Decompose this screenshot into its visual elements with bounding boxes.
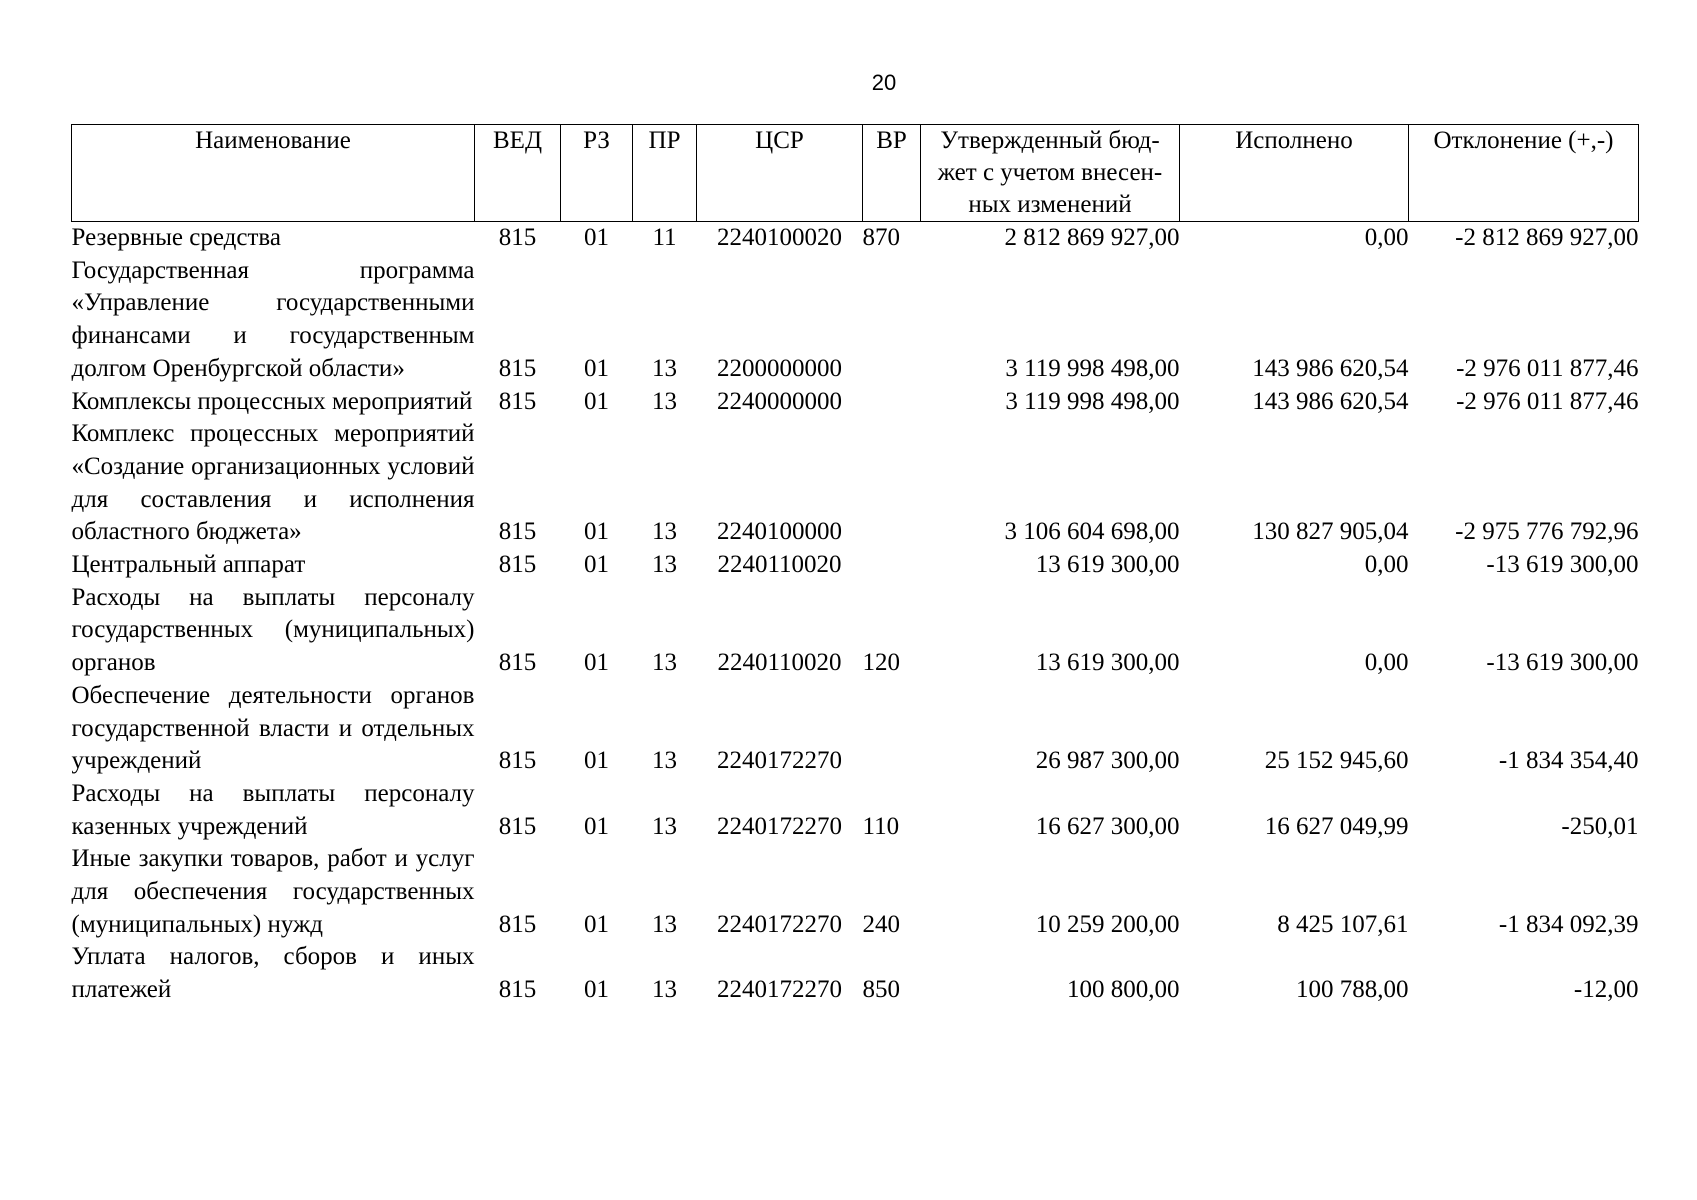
cell-pr: 13 bbox=[652, 812, 677, 840]
cell-deviation: -1 834 354,40 bbox=[1498, 747, 1639, 775]
cell-approved: 10 259 200,00 bbox=[1035, 910, 1180, 938]
cell-rz: 01 bbox=[584, 976, 609, 1004]
cell-vr: 110 bbox=[862, 812, 900, 840]
cell-name: Комплексы процессных мероприятий bbox=[71, 387, 473, 415]
cell-approved: 13 619 300,00 bbox=[1035, 649, 1180, 677]
cell-executed: 100 788,00 bbox=[1296, 976, 1409, 1004]
cell-csr: 2240000000 bbox=[717, 387, 842, 415]
cell-name: Расходы на выплаты персоналу государственных (муниципальных) органов bbox=[71, 583, 475, 677]
cell-rz: 01 bbox=[584, 354, 609, 382]
cell-deviation: -1 834 092,39 bbox=[1498, 910, 1639, 938]
cell-name: Государственная программа «Управление государственными финансами и государственным долгом Оренбургской области» bbox=[71, 256, 475, 382]
cell-name: Комплекс процессных мероприятий «Создание организационных условий для составления и исполнения областного бюджета» bbox=[71, 420, 475, 546]
header-row bbox=[72, 125, 1639, 222]
cell-executed: 8 425 107,61 bbox=[1277, 910, 1409, 938]
cell-vr: 850 bbox=[862, 976, 900, 1004]
cell-rz: 01 bbox=[584, 910, 609, 938]
cell-name: Расходы на выплаты персоналу казенных учреждений bbox=[71, 779, 475, 840]
cell-csr: 2240110020 bbox=[717, 649, 842, 677]
cell-approved: 100 800,00 bbox=[1067, 976, 1180, 1004]
cell-pr: 13 bbox=[652, 747, 677, 775]
header-rz: РЗ bbox=[561, 125, 633, 222]
cell-ved: 815 bbox=[498, 518, 537, 546]
cell-rz: 01 bbox=[584, 551, 609, 579]
cell-ved: 815 bbox=[498, 747, 537, 775]
cell-rz: 01 bbox=[584, 387, 609, 415]
header-pr: ПР bbox=[633, 125, 697, 222]
table-row bbox=[72, 941, 1639, 1006]
table-row bbox=[72, 255, 1639, 386]
table-row bbox=[72, 843, 1639, 941]
cell-pr: 13 bbox=[652, 976, 677, 1004]
cell-csr: 2240172270 bbox=[717, 976, 842, 1004]
cell-name: Центральный аппарат bbox=[71, 551, 306, 579]
cell-executed: 130 827 905,04 bbox=[1252, 518, 1409, 546]
cell-rz: 01 bbox=[584, 747, 609, 775]
cell-vr: 870 bbox=[862, 224, 900, 251]
table-row bbox=[72, 222, 1639, 255]
cell-executed: 0,00 bbox=[1364, 649, 1409, 677]
budget-table bbox=[71, 124, 1639, 1007]
cell-pr: 13 bbox=[652, 910, 677, 938]
cell-ved: 815 bbox=[498, 354, 537, 382]
cell-ved: 815 bbox=[498, 224, 537, 251]
cell-csr: 2200000000 bbox=[717, 354, 842, 382]
cell-csr: 2240100000 bbox=[717, 518, 842, 546]
cell-name: Резервные средства bbox=[71, 224, 281, 251]
table-row bbox=[72, 549, 1639, 582]
cell-csr: 2240110020 bbox=[717, 551, 842, 579]
cell-vr bbox=[863, 418, 921, 549]
cell-ved: 815 bbox=[498, 910, 537, 938]
cell-deviation: -250,01 bbox=[1561, 812, 1639, 840]
cell-rz: 01 bbox=[584, 649, 609, 677]
header-approved: Утвержденный бюд-жет с учетом внесен-ных изменений bbox=[921, 125, 1180, 222]
cell-deviation: -12,00 bbox=[1573, 976, 1639, 1004]
cell-executed: 143 986 620,54 bbox=[1252, 387, 1409, 415]
cell-vr bbox=[863, 549, 921, 582]
header-ved: ВЕД bbox=[475, 125, 561, 222]
cell-approved: 13 619 300,00 bbox=[1035, 551, 1180, 579]
cell-executed: 143 986 620,54 bbox=[1252, 354, 1409, 382]
cell-pr: 13 bbox=[652, 551, 677, 579]
cell-name: Иные закупки товаров, работ и услуг для обеспечения государственных (муниципальных) нужд bbox=[71, 845, 475, 938]
cell-deviation: -13 619 300,00 bbox=[1486, 551, 1639, 579]
cell-name: Обеспечение деятельности органов государственной власти и отдельных учреждений bbox=[71, 681, 475, 775]
cell-rz: 01 bbox=[584, 224, 609, 251]
cell-csr: 2240172270 bbox=[717, 910, 842, 938]
cell-csr: 2240172270 bbox=[717, 812, 842, 840]
cell-ved: 815 bbox=[498, 649, 537, 677]
table-row bbox=[72, 386, 1639, 419]
table-row bbox=[72, 778, 1639, 843]
cell-pr: 13 bbox=[652, 354, 677, 382]
cell-deviation: -2 976 011 877,46 bbox=[1456, 387, 1639, 415]
header-deviation: Отклонение (+,-) bbox=[1409, 125, 1639, 222]
cell-vr: 240 bbox=[862, 910, 900, 938]
cell-executed: 0,00 bbox=[1364, 224, 1409, 251]
cell-pr: 13 bbox=[652, 387, 677, 415]
cell-pr: 13 bbox=[652, 518, 677, 546]
table-row bbox=[72, 582, 1639, 680]
cell-approved: 26 987 300,00 bbox=[1035, 747, 1180, 775]
cell-ved: 815 bbox=[498, 976, 537, 1004]
cell-vr bbox=[863, 255, 921, 386]
cell-csr: 2240100020 bbox=[717, 224, 842, 251]
cell-deviation: -13 619 300,00 bbox=[1486, 649, 1639, 677]
cell-rz: 01 bbox=[584, 518, 609, 546]
cell-deviation: -2 812 869 927,00 bbox=[1455, 224, 1639, 251]
cell-csr: 2240172270 bbox=[717, 747, 842, 775]
cell-approved: 2 812 869 927,00 bbox=[1004, 224, 1180, 251]
cell-rz: 01 bbox=[584, 812, 609, 840]
header-name: Наименование bbox=[72, 125, 475, 222]
cell-approved: 3 119 998 498,00 bbox=[1005, 354, 1180, 382]
cell-executed: 0,00 bbox=[1364, 551, 1409, 579]
cell-deviation: -2 976 011 877,46 bbox=[1456, 354, 1639, 382]
cell-vr: 120 bbox=[862, 649, 900, 677]
cell-ved: 815 bbox=[498, 387, 537, 415]
cell-deviation: -2 975 776 792,96 bbox=[1455, 518, 1639, 546]
cell-name: Уплата налогов, сборов и иных платежей bbox=[71, 943, 475, 1004]
table-row bbox=[72, 680, 1639, 778]
cell-vr bbox=[863, 386, 921, 419]
header-vr: ВР bbox=[863, 125, 921, 222]
header-executed: Исполнено bbox=[1180, 125, 1409, 222]
cell-executed: 16 627 049,99 bbox=[1264, 812, 1409, 840]
cell-ved: 815 bbox=[498, 551, 537, 579]
cell-approved: 16 627 300,00 bbox=[1035, 812, 1180, 840]
page-number: 20 bbox=[871, 70, 897, 95]
cell-approved: 3 106 604 698,00 bbox=[1004, 518, 1180, 546]
cell-pr: 13 bbox=[652, 649, 677, 677]
header-csr: ЦСР bbox=[697, 125, 863, 222]
cell-vr bbox=[863, 680, 921, 778]
cell-pr: 11 bbox=[652, 224, 677, 251]
cell-approved: 3 119 998 498,00 bbox=[1005, 387, 1180, 415]
cell-ved: 815 bbox=[498, 812, 537, 840]
table-row bbox=[72, 418, 1639, 549]
cell-executed: 25 152 945,60 bbox=[1264, 747, 1409, 775]
